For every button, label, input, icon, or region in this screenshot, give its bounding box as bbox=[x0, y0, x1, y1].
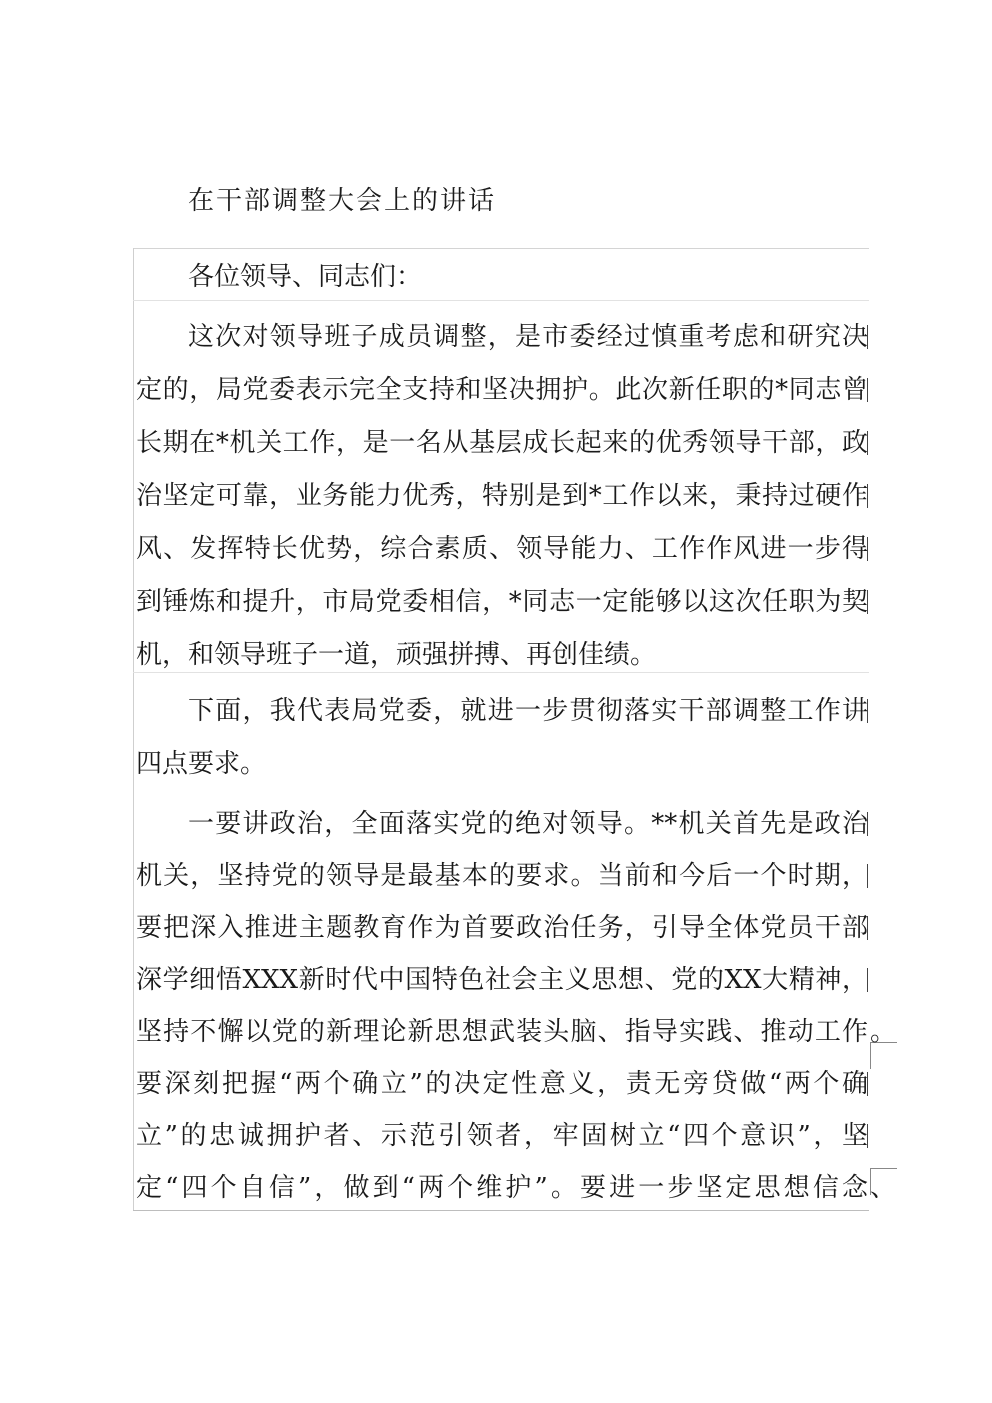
paragraph-line: 坚持不懈以党的新理论新思想武装头脑、指导实践、推动工作 bbox=[136, 1017, 868, 1047]
paragraph-line: 长期在*机关工作，是一名从基层成长起来的优秀领导干部，政 bbox=[136, 428, 868, 458]
paragraph-line: 定的，局党委表示完全支持和坚决拥护。此次新任职的*同志曾 bbox=[136, 375, 868, 405]
paragraph-line: 机，和领导班子一道，顽强拼搏、再创佳绩。 bbox=[136, 640, 657, 670]
paragraph-line: 深学细悟XXX新时代中国特色社会主义思想、党的XX大精神， bbox=[136, 965, 868, 995]
line-end-marker bbox=[867, 590, 868, 614]
paragraph-line: 要深刻把握“两个确立”的决定性意义，责无旁贷做“两个确 bbox=[136, 1069, 868, 1099]
line-end-marker bbox=[867, 812, 868, 836]
paragraph-line: 机关，坚持党的领导是最基本的要求。当前和今后一个时期， bbox=[136, 861, 868, 891]
text-frame-bottom-border bbox=[133, 1210, 869, 1211]
line-end-marker bbox=[867, 916, 868, 940]
paragraph-line: 要把深入推进主题教育作为首要政治任务，引导全体党员干部 bbox=[136, 913, 868, 943]
salutation: 各位领导、同志们： bbox=[188, 262, 423, 292]
paragraph-line: 定“四个自信”，做到“两个维护”。要进一步坚定思想信念 bbox=[136, 1173, 868, 1203]
paragraph-line: 下面，我代表局党委，就进一步贯彻落实干部调整工作讲 bbox=[188, 696, 868, 726]
text-frame-top-border bbox=[133, 248, 869, 249]
paragraph-line: 四点要求。 bbox=[136, 749, 267, 779]
paragraph-line: 治坚定可靠，业务能力优秀，特别是到*工作以来，秉持过硬作 bbox=[136, 481, 868, 511]
line-end-marker bbox=[867, 864, 868, 888]
paragraph-line: 一要讲政治，全面落实党的绝对领导。**机关首先是政治 bbox=[188, 809, 868, 839]
paragraph-line: 立”的忠诚拥护者、示范引领者，牢固树立“四个意识”，坚 bbox=[136, 1121, 868, 1151]
line-end-marker bbox=[867, 1124, 868, 1148]
line-end-marker bbox=[867, 968, 868, 992]
line-end-marker bbox=[867, 431, 868, 455]
line-end-marker bbox=[867, 537, 868, 561]
paragraph-line: 到锤炼和提升，市局党委相信，*同志一定能够以这次任职为契 bbox=[136, 587, 868, 617]
line-end-marker bbox=[867, 325, 868, 349]
paragraph-line: 这次对领导班子成员调整，是市委经过慎重考虑和研究决 bbox=[188, 322, 868, 352]
text-frame-left-border bbox=[133, 248, 134, 1210]
paragraph-divider bbox=[133, 300, 869, 301]
line-end-marker bbox=[867, 699, 868, 723]
paragraph-line: 风、发挥特长优势，综合素质、领导能力、工作作风进一步得 bbox=[136, 534, 868, 564]
line-end-marker bbox=[867, 1072, 868, 1096]
line-end-marker bbox=[867, 484, 868, 508]
line-end-marker bbox=[867, 378, 868, 402]
overhang-punctuation: 。 bbox=[870, 1017, 897, 1047]
paragraph-divider bbox=[133, 672, 869, 673]
document-title: 在干部调整大会上的讲话 bbox=[188, 186, 497, 216]
overhang-punctuation: 、 bbox=[870, 1173, 897, 1203]
